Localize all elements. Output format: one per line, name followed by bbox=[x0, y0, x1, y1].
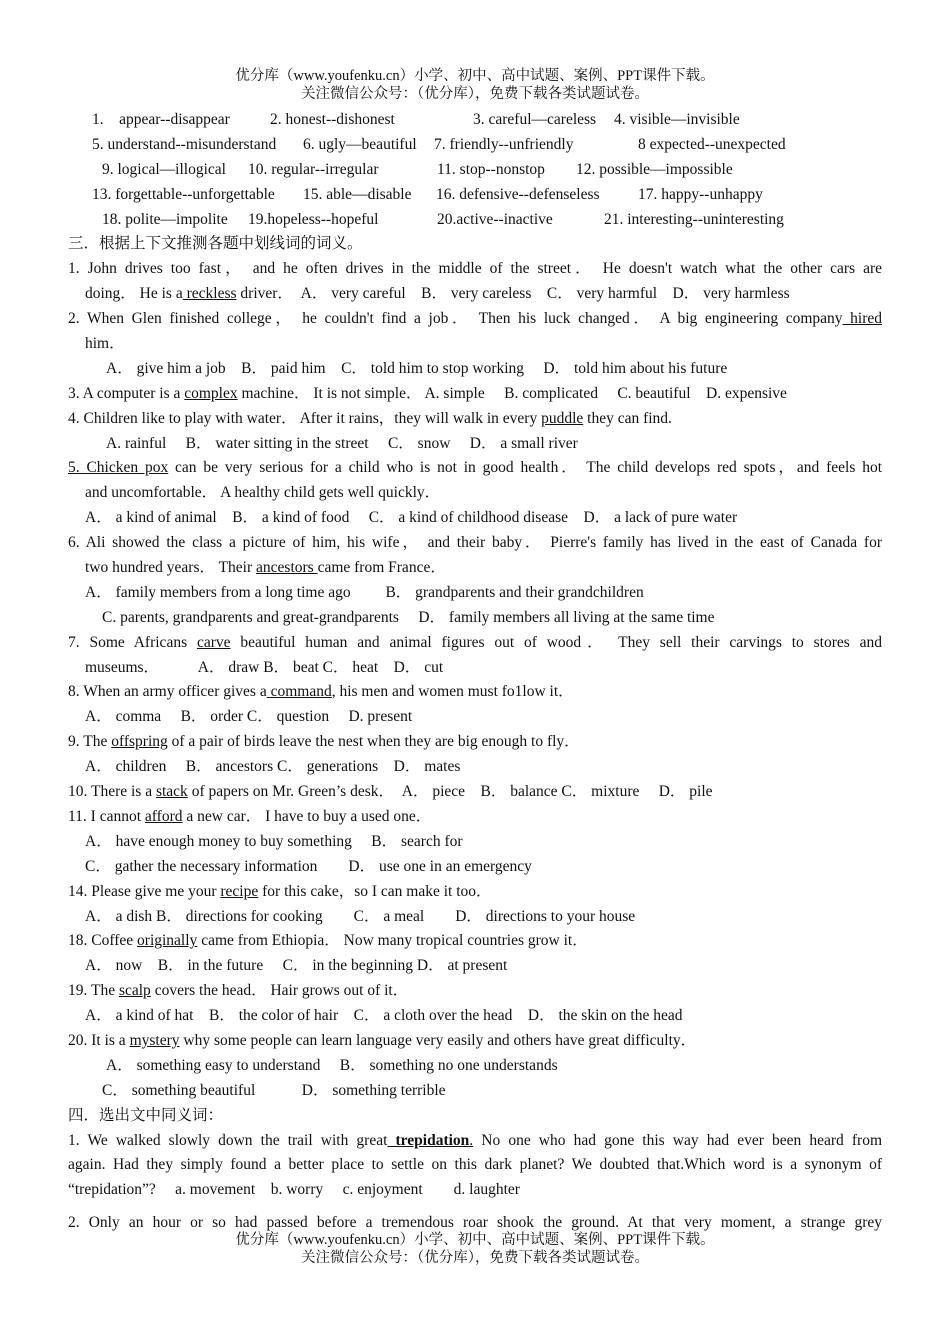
question-1-line-2 bbox=[68, 282, 882, 307]
passage-2-line-1: 2. Only an hour or so had passed before a tremendous roar shook the ground. At that very moment, a strange grey bbox=[68, 1214, 882, 1232]
underlined-word: hired bbox=[842, 310, 882, 328]
text: No one who had gone this way had ever been heard from bbox=[473, 1131, 882, 1149]
question-14-options: A． a dish B． directions for cooking C． a meal D． directions to your house bbox=[85, 907, 636, 925]
text: 19. The bbox=[68, 982, 119, 1000]
antonym-item: 10. regular--irregular bbox=[248, 160, 379, 178]
text: of papers on Mr. Green’s desk． A． piece B． balance C． mixture D． pile bbox=[187, 783, 713, 801]
underlined-word: offspring bbox=[111, 733, 168, 751]
question-3 bbox=[68, 382, 882, 407]
question-4-options: A. rainful B． water sitting in the street C． snow D． a small river bbox=[106, 434, 578, 452]
text: 8. When an army officer gives a bbox=[68, 683, 267, 701]
antonym-item: 4. visible—invisible bbox=[614, 111, 740, 128]
question-8 bbox=[68, 680, 882, 705]
question-4 bbox=[68, 407, 882, 432]
passage-1-line-2: again. Had they simply found a better place to settle on this dark planet? We doubted that.Which word is a synonym of bbox=[68, 1156, 882, 1174]
passage-1-line-3: “trepidation”? a. movement b. worry c. enjoyment d. laughter bbox=[68, 1181, 520, 1199]
antonym-item: 5. understand--misunderstand bbox=[92, 135, 277, 153]
question-2-line-2: him． bbox=[85, 335, 125, 353]
antonym-item: 9. logical—illogical bbox=[102, 160, 226, 178]
text: 18. Coffee bbox=[68, 932, 138, 950]
text: 1. We walked slowly down the trail with great bbox=[68, 1131, 388, 1149]
question-14 bbox=[68, 880, 882, 905]
antonym-item: 8 expected--unexpected bbox=[638, 135, 786, 153]
question-6-line-1: 6. Ali showed the class a picture of him, his wife， and their baby． Pierre's family has lived in the east of Canada for bbox=[68, 534, 882, 552]
underlined-word: afford bbox=[144, 807, 183, 825]
antonym-item: 3. careful—careless bbox=[473, 111, 597, 128]
question-20-options-2: C． something beautiful D． something terrible bbox=[102, 1081, 446, 1099]
antonym-item: 2. honest--dishonest bbox=[270, 111, 395, 128]
text: machine． It is not simple． A. simple B. complicated C. beautiful D. expensive bbox=[237, 384, 787, 402]
text: two hundred years． Their bbox=[85, 559, 257, 577]
text: covers the head． Hair grows out of it． bbox=[150, 982, 409, 1000]
question-10 bbox=[68, 780, 882, 805]
bold-word: trepidation bbox=[387, 1131, 470, 1149]
text: came from France． bbox=[317, 559, 446, 577]
question-6-options-1: A． family members from a long time ago B． grandparents and their grandchildren bbox=[85, 583, 644, 601]
underlined-word: complex bbox=[184, 384, 238, 402]
question-11 bbox=[68, 805, 882, 830]
page-header bbox=[0, 67, 950, 103]
underlined-word: originally bbox=[137, 932, 198, 950]
page-footer bbox=[0, 1231, 950, 1267]
antonym-item: 20.active--inactive bbox=[437, 210, 553, 228]
underlined-word: scalp bbox=[118, 982, 151, 1000]
underlined-word bbox=[387, 1132, 473, 1149]
text: doing． He is a bbox=[85, 285, 183, 303]
antonym-item: 19.hopeless--hopeful bbox=[248, 210, 379, 228]
question-5-line-2: and uncomfortable． A healthy child gets well quickly． bbox=[85, 484, 441, 502]
question-11-options-2: C． gather the necessary information D． use one in an emergency bbox=[85, 857, 532, 875]
question-20 bbox=[68, 1029, 882, 1054]
text: 11. I cannot bbox=[68, 807, 145, 825]
antonym-item: 15. able—disable bbox=[303, 185, 412, 203]
underlined-word: recipe bbox=[220, 882, 259, 900]
antonym-item: 12. possible—impossible bbox=[576, 160, 733, 178]
underlined-word: ancestors bbox=[256, 559, 318, 577]
text: 20. It is a bbox=[68, 1031, 130, 1049]
question-9 bbox=[68, 730, 882, 755]
text: they can find. bbox=[583, 409, 672, 427]
antonym-row-2 bbox=[68, 133, 882, 158]
text: why some people can learn language very easily and others have great difficulty． bbox=[179, 1031, 697, 1049]
text: 4. Children like to play with water． After it rains，they will walk in every bbox=[68, 409, 542, 427]
text: came from Ethiopia． Now many tropical countries grow it． bbox=[197, 932, 588, 950]
question-1-line-1: 1. John drives too fast， and he often drives in the middle of the street． He doesn't watch what the other cars are bbox=[68, 260, 882, 278]
question-18-options: A． now B． in the future C． in the beginning D． at present bbox=[85, 957, 508, 975]
underlined-word: reckless bbox=[182, 285, 237, 303]
question-7-line-1 bbox=[68, 631, 882, 656]
section-4-heading: 四．选出文中同义词： bbox=[68, 1106, 224, 1124]
question-6-options-2: C. parents, grandparents and great-grandparents D． family members all living at the same time bbox=[102, 608, 715, 626]
text: 3. A computer is a bbox=[68, 384, 185, 402]
text: 2. When Glen finished college， he couldn't find a job． Then his luck changed． A big engineering company bbox=[68, 310, 843, 328]
footer-line-2: 关注微信公众号：（优分库），免费下载各类试题试卷。 bbox=[301, 1250, 649, 1266]
antonym-item: 13. forgettable--unforgettable bbox=[92, 185, 275, 203]
question-19-options: A． a kind of hat B． the color of hair C． a cloth over the head D． the skin on the head bbox=[85, 1007, 683, 1025]
question-2-options: A． give him a job B． paid him C． told him to stop working D． told him about his future bbox=[106, 359, 728, 377]
footer-line-1: 优分库（www.youfenku.cn）小学、初中、高中试题、案例、PPT课件下载。 bbox=[235, 1232, 715, 1248]
document-body bbox=[68, 108, 882, 1236]
text: of a pair of birds leave the nest when they are big enough to fly． bbox=[167, 733, 580, 751]
question-5-options: A． a kind of animal B． a kind of food C． a kind of childhood disease D． a lack of pure water bbox=[85, 509, 738, 527]
antonym-row-4 bbox=[68, 183, 882, 208]
text: 10. There is a bbox=[68, 783, 156, 801]
text: for this cake，so I can make it too． bbox=[258, 882, 492, 900]
question-20-options-1: A． something easy to understand B． something no one understands bbox=[106, 1056, 558, 1074]
question-5-line-1 bbox=[68, 456, 882, 481]
question-7-line-2: museums． A． draw B． beat C． heat D． cut bbox=[85, 658, 444, 676]
antonym-item: 7. friendly--unfriendly bbox=[434, 135, 574, 153]
question-8-options: A． comma B． order C． question D. present bbox=[85, 708, 413, 726]
text: , his men and women must fo1low it． bbox=[331, 683, 574, 701]
antonym-item: 16. defensive--defenseless bbox=[436, 185, 600, 203]
antonym-row-3 bbox=[68, 158, 882, 183]
antonym-row-5 bbox=[68, 208, 882, 233]
underlined-word: stack bbox=[155, 783, 188, 801]
antonym-item: 6. ugly—beautiful bbox=[303, 135, 417, 153]
text: 7. Some Africans bbox=[68, 633, 197, 651]
text: 14. Please give me your bbox=[68, 882, 221, 900]
text: 9. The bbox=[68, 733, 112, 751]
antonym-item: 18. polite—impolite bbox=[102, 210, 228, 228]
question-2-line-1 bbox=[68, 307, 882, 332]
antonym-item: 11. stop--nonstop bbox=[437, 160, 545, 178]
header-line-2: 关注微信公众号：（优分库），免费下载各类试题试卷。 bbox=[301, 86, 649, 102]
text: . bbox=[469, 1131, 474, 1149]
underlined-word: carve bbox=[196, 633, 231, 651]
section-3-heading: 三．根据上下文推测各题中划线词的词义。 bbox=[68, 235, 363, 253]
text: can be very serious for a child who is not in good health． The child develops red spots，and feels hot bbox=[168, 459, 882, 477]
antonym-item: 17. happy--unhappy bbox=[638, 185, 763, 203]
underlined-word: puddle bbox=[541, 409, 584, 427]
underlined-word: command bbox=[266, 683, 332, 701]
question-9-options: A． children B． ancestors C． generations D． mates bbox=[85, 758, 461, 776]
antonym-row-1 bbox=[68, 108, 882, 133]
question-18 bbox=[68, 929, 882, 954]
antonym-item: 1. appear--disappear bbox=[92, 111, 230, 128]
text: a new car． I have to buy a used one． bbox=[182, 807, 432, 825]
underlined-word: mystery bbox=[129, 1031, 180, 1049]
question-6-line-2 bbox=[68, 556, 882, 581]
text: driver． A． very careful B． very careless C． very harmful D． very harmless bbox=[236, 285, 790, 303]
question-11-options-1: A． have enough money to buy something B． search for bbox=[85, 832, 463, 850]
text: beautiful human and animal figures out of wood． They sell their carvings to stores and bbox=[230, 633, 882, 651]
antonym-item: 21. interesting--uninteresting bbox=[604, 210, 784, 228]
header-line-1: 优分库（www.youfenku.cn）小学、初中、高中试题、案例、PPT课件下载。 bbox=[235, 68, 715, 84]
question-19 bbox=[68, 979, 882, 1004]
passage-1-line-1 bbox=[68, 1129, 882, 1154]
underlined-word: 5. Chicken pox bbox=[68, 459, 169, 477]
